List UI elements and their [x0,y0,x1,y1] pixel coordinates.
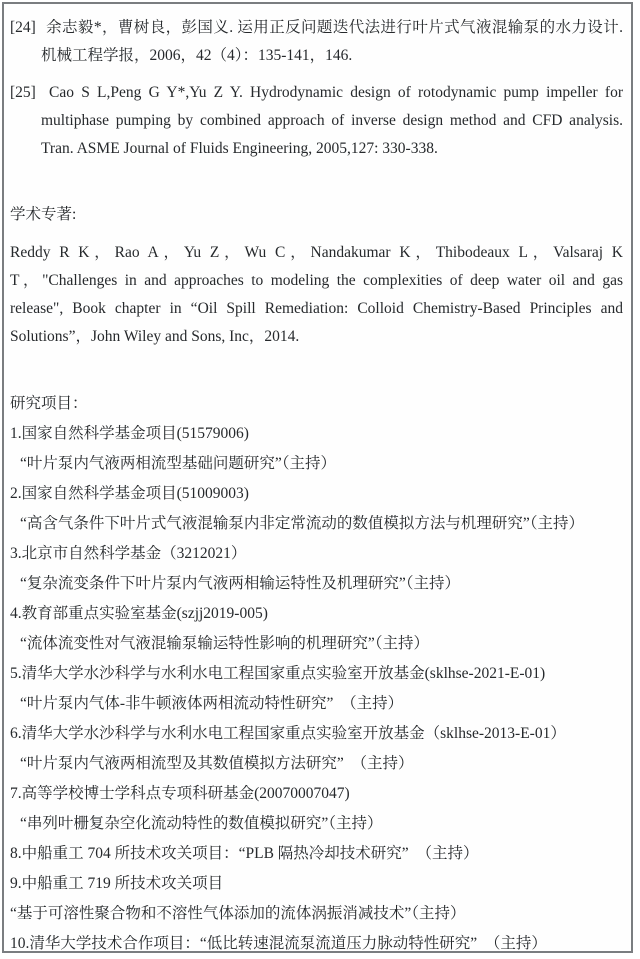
project-title: 8.中船重工 704 所技术攻关项目：“PLB 隔热冷却技术研究” （主持） [10,845,479,862]
reference-text: Cao S L,Peng G Y*,Yu Z Y. Hydrodynamic design of rotodynamic pump impeller for multiphase pumping by combined approach of inverse design method and CFD analysis. Tran. ASME Journal of Fluids Engineering, 2005,127: 330-338. [41,84,623,157]
monographs-heading: 学术专著: [10,206,77,223]
project-item [10,779,623,839]
reference-text: 余志毅*，曹树良，彭国义. 运用正反问题迭代法进行叶片式气液混输泵的水力设计.机械工程学报，2006，42（4）：135-141，146. [41,19,623,64]
reference-item [10,79,623,163]
project-title: 4.教育部重点实验室基金(szjj2019-005) [10,605,268,622]
project-title: 1.国家自然科学基金项目(51579006) [10,425,249,442]
project-item [10,719,623,779]
project-item [10,539,623,599]
project-subtitle: “叶片泵内气体-非牛顿液体两相流动特性研究” （主持） [20,695,404,712]
document-page [2,2,633,953]
projects-section [10,389,623,959]
project-title: 10.清华大学技术合作项目：“低比转速混流泵流道压力脉动特性研究” （主持） [10,935,547,952]
reference-label: [24] [10,19,36,36]
project-subtitle: “高含气条件下叶片式气液混输泵内非定常流动的数值模拟方法与机理研究”（主持） [20,515,585,532]
projects-list [10,419,623,959]
project-subtitle: “复杂流变条件下叶片泵内气液两相输运特性及机理研究”（主持） [20,575,461,592]
project-item [10,659,623,719]
project-title: 9.中船重工 719 所技术攻关项目 [10,875,224,892]
references-section [10,14,623,163]
project-title: 7.高等学校博士学科点专项科研基金(20070007047) [10,785,350,802]
section-gap [10,163,623,201]
reference-label: [25] [10,84,36,101]
section-gap [10,351,623,389]
project-item [10,479,623,539]
project-item [10,599,623,659]
reference-item [10,14,623,70]
project-title: 3.北京市自然科学基金（3212021） [10,545,247,562]
project-item [10,869,623,929]
project-subtitle: “叶片泵内气液两相流型基础问题研究”（主持） [20,455,337,472]
project-item [10,929,623,959]
project-subtitle: “基于可溶性聚合物和不溶性气体添加的流体涡振消减技术”（主持） [10,905,466,922]
monograph-entry: Reddy R K，Rao A，Yu Z，Wu C，Nandakumar K，Thibodeaux L，Valsaraj K T，"Challenges in and approaches to modeling the complexities of deep water oil and gas release", Book chapter in “Oil Spill Remediation: Colloid Chemistry-Based Principles and Solutions”，John Wiley and Sons, Inc，2014. [10,244,623,345]
project-subtitle: “流体流变性对气液混输泵输运特性影响的机理研究”（主持） [20,635,430,652]
project-title: 2.国家自然科学基金项目(51009003) [10,485,249,502]
project-item [10,419,623,479]
project-subtitle: “串列叶栅复杂空化流动特性的数值模拟研究”（主持） [20,815,383,832]
project-item [10,839,623,869]
monographs-section [10,201,623,351]
project-title: 5.清华大学水沙科学与水利水电工程国家重点实验室开放基金(sklhse-2021-E-01) [10,665,546,682]
project-title: 6.清华大学水沙科学与水利水电工程国家重点实验室开放基金（sklhse-2013-E-01） [10,725,566,742]
projects-heading: 研究项目： [10,395,88,412]
project-subtitle: “叶片泵内气液两相流型及其数值模拟方法研究” （主持） [20,755,414,772]
